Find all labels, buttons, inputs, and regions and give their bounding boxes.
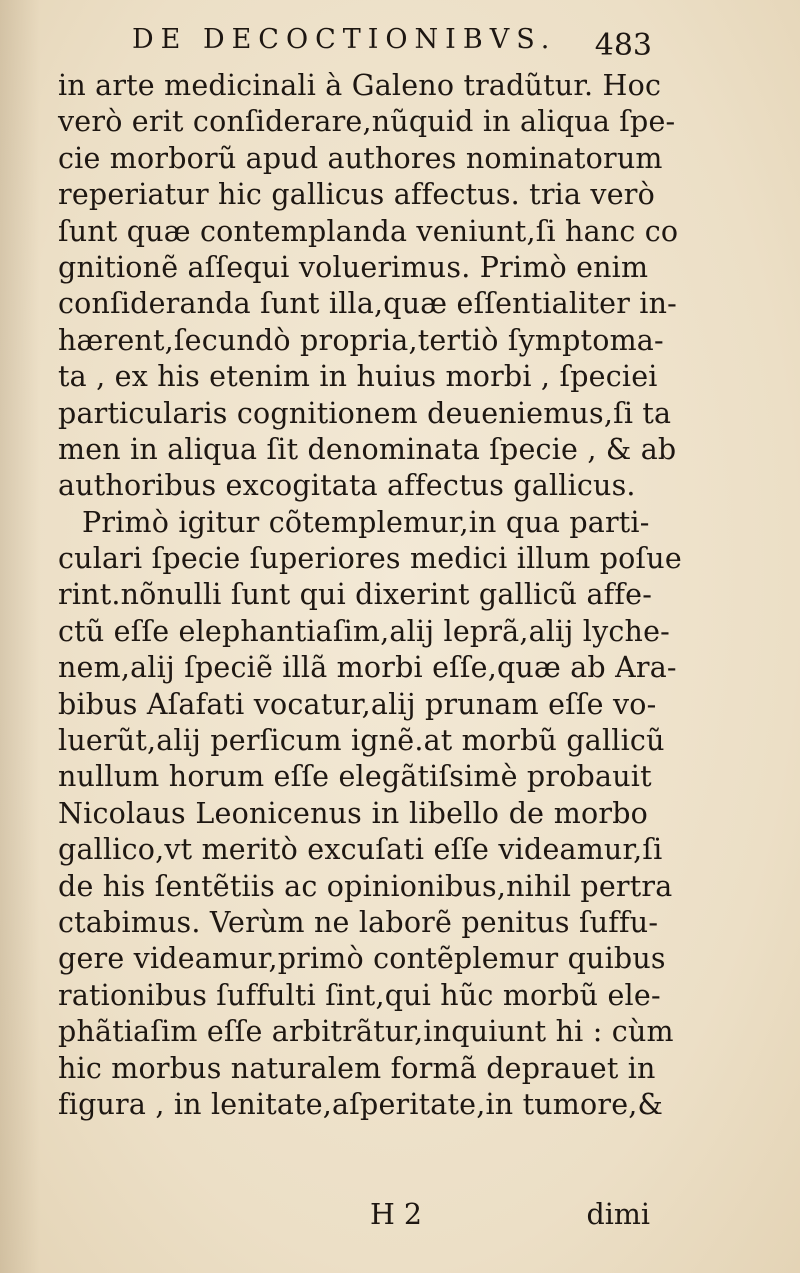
text-line: gnitionẽ aſſequi voluerimus. Primò enim	[58, 250, 649, 284]
catchword: dimi	[586, 1198, 650, 1231]
page-number: 483	[594, 28, 652, 63]
text-line: culari ſpecie ſuperiores medici illum poſue	[58, 542, 682, 576]
text-line: rationibus ſuffulti ſint,qui hũc morbũ ele-	[58, 978, 661, 1012]
text-line: ſunt quæ contemplanda veniunt,ſi hanc co	[58, 214, 679, 248]
paragraph-start-line: Primò igitur cõtemplemur,in qua parti-	[82, 505, 650, 539]
text-line: in arte medicinali à Galeno tradũtur. Hoc	[58, 69, 662, 102]
body-text	[58, 68, 682, 1123]
text-line: bibus Aſafati vocatur,alij prunam eſſe vo-	[58, 687, 657, 721]
page-header	[120, 20, 660, 66]
text-line: phãtiaſim eſſe arbitrãtur,inquiunt hi : cùm	[58, 1015, 674, 1049]
text-line: rint.nõnulli ſunt qui dixerint gallicũ affe-	[58, 578, 653, 612]
text-line: hærent,ſecundò propria,tertiò ſymptoma-	[58, 323, 664, 357]
catchline	[370, 1198, 650, 1238]
text-line: men in aliqua ſit denominata ſpecie , & ab	[58, 432, 677, 466]
text-line: Nicolaus Leonicenus in libello de morbo	[58, 796, 648, 830]
text-line: particularis cognitionem deueniemus,ſi ta	[58, 396, 672, 430]
text-line: gallico,vt meritò excuſati eſſe videamur,ſi	[58, 833, 663, 867]
text-line: luerũt,alij perſicum ignẽ.at morbũ gallicũ	[58, 724, 665, 758]
running-head: DE DECOCTIONIBVS.	[132, 24, 557, 55]
gutter-shadow	[0, 0, 40, 1273]
text-line: authoribus excogitata affectus gallicus.	[58, 469, 636, 503]
text-line: ctabimus. Verùm ne laborẽ penitus ſuffu-	[58, 905, 659, 939]
text-line: hic morbus naturalem formã deprauet in	[58, 1051, 656, 1085]
signature-mark: H 2	[370, 1198, 423, 1231]
text-line: verò erit conſiderare,nũquid in aliqua ſpe-	[58, 105, 676, 139]
text-line: de his ſentẽtiis ac opinionibus,nihil pertra	[58, 869, 673, 903]
text-line: ctũ eſſe elephantiaſim,alij leprã,alij lyche-	[58, 614, 670, 648]
text-line: reperiatur hic gallicus affectus. tria verò	[58, 178, 655, 212]
text-line: nullum horum eſſe elegãtiſsimè probauit	[58, 760, 652, 794]
text-line: gere videamur,primò contẽplemur quibus	[58, 942, 666, 976]
text-line: figura , in lenitate,aſperitate,in tumore,&	[58, 1087, 664, 1121]
text-line: cie morborũ apud authores nominatorum	[58, 141, 663, 175]
text-line: nem,alij ſpeciẽ illã morbi eſſe,quæ ab Ara-	[58, 651, 677, 685]
text-line: ta , ex his etenim in huius morbi , ſpeciei	[58, 360, 658, 394]
text-line: conſideranda ſunt illa,quæ eſſentialiter in-	[58, 287, 678, 321]
